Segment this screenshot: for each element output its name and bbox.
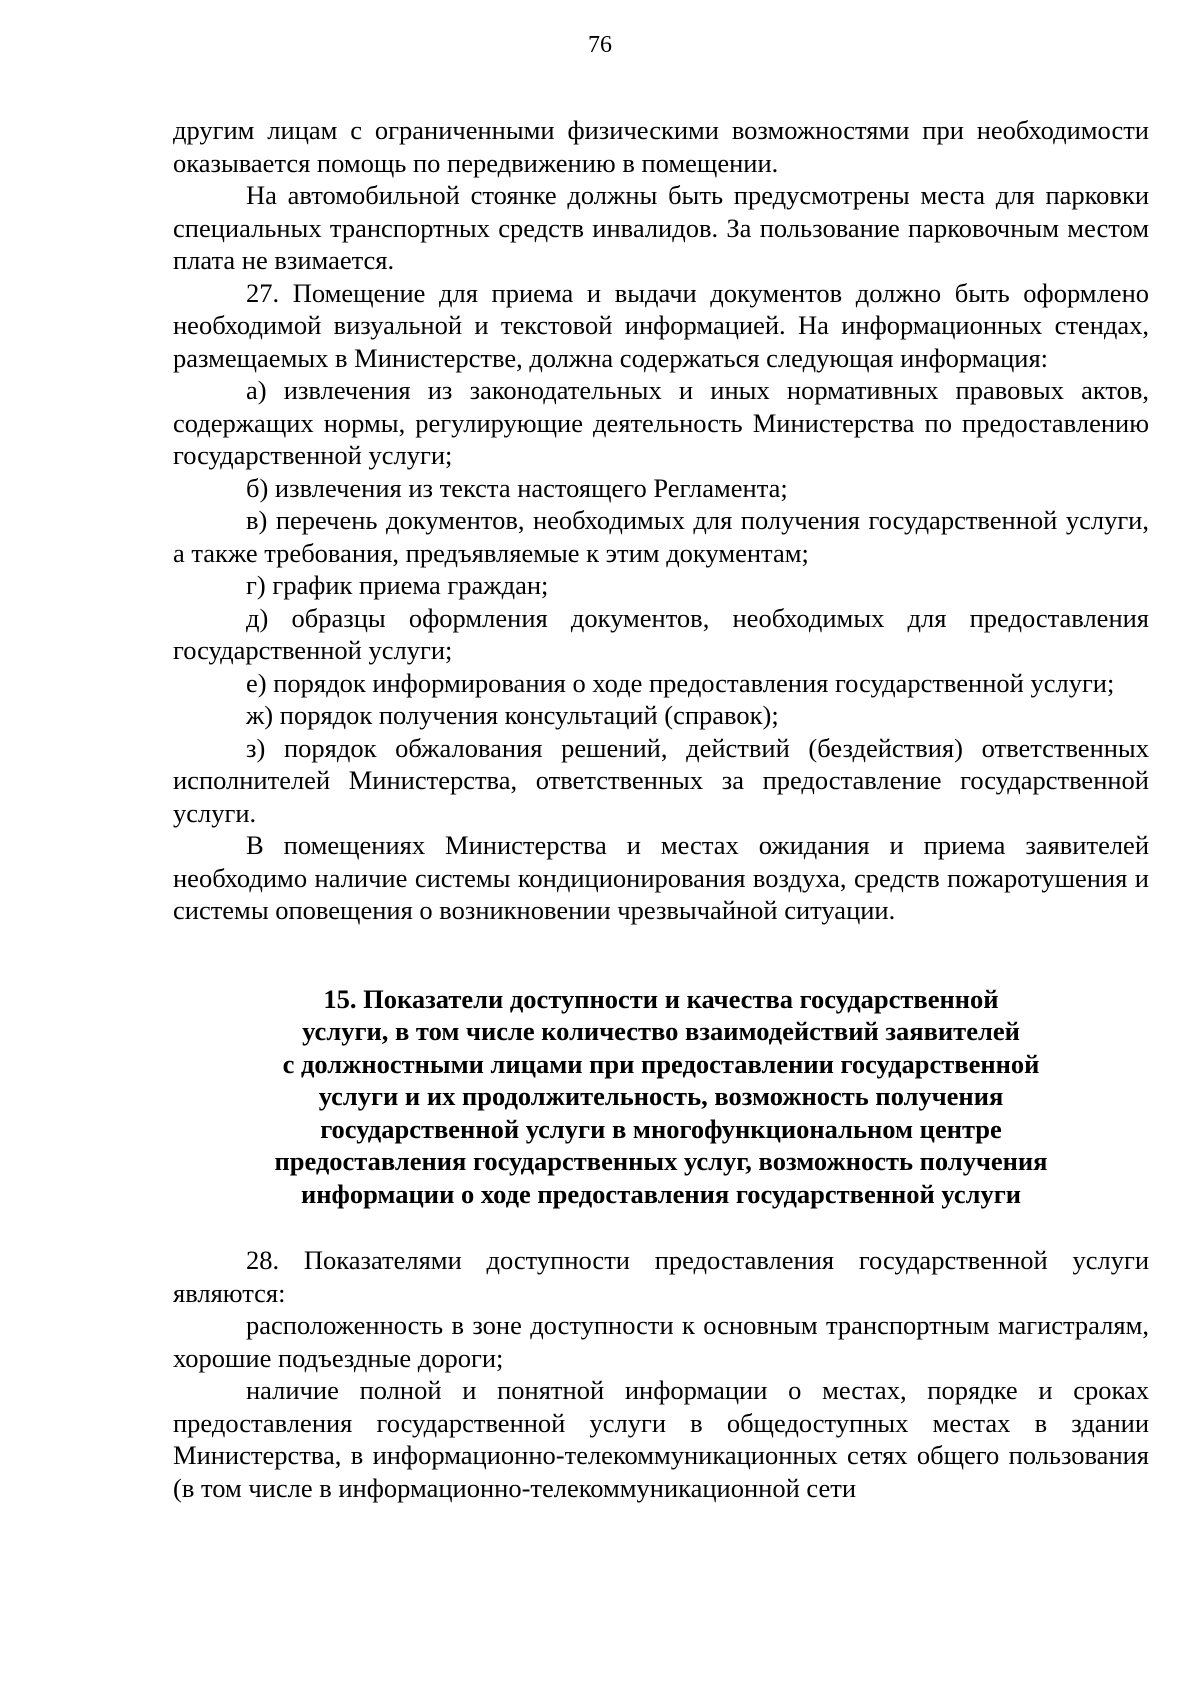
paragraph: наличие полной и понятной информации о местах, порядке и сроках предоставления государственной услуги в общедоступных местах в здании Министерства, в информационно-телекоммуникационных сетях общего пользования (в том числе в информационно-телекоммуникационной сети bbox=[173, 1375, 1149, 1503]
heading-line: с должностными лицами при предоставлении государственной bbox=[282, 1048, 1040, 1079]
page-number: 76 bbox=[588, 32, 612, 58]
section-accessibility-indicators bbox=[173, 1244, 1149, 1504]
paragraph: з) порядок обжалования решений, действий (бездействия) ответственных исполнителей Министерства, ответственных за предоставление государственной услуги. bbox=[173, 732, 1149, 828]
heading-line: услуги, в том числе количество взаимодействий заявителей bbox=[302, 1016, 1020, 1046]
heading-line: предоставления государственных услуг, возможность получения bbox=[274, 1146, 1048, 1176]
document-body bbox=[173, 114, 1149, 1504]
section-heading bbox=[173, 983, 1149, 1211]
paragraph: 27. Помещение для приема и выдачи документов должно быть оформлено необходимой визуальной и текстовой информацией. На информационных стендах, размещаемых в Министерстве, должна содержаться следующая информация: bbox=[173, 277, 1149, 373]
paragraph: 28. Показателями доступности предоставления государственной услуги являются: bbox=[173, 1245, 1149, 1308]
heading-line: услуги и их продолжительность, возможность получения bbox=[318, 1081, 1004, 1111]
heading-line: государственной услуги в многофункциональном центре bbox=[320, 1113, 1002, 1144]
paragraph: В помещениях Министерства и местах ожидания и приема заявителей необходимо наличие системы кондиционирования воздуха, средств пожаротушения и системы оповещения о возникновении чрезвычайной ситуации. bbox=[173, 830, 1149, 925]
paragraph: д) образцы оформления документов, необходимых для предоставления государственной услуги; bbox=[173, 602, 1149, 665]
paragraph: в) перечень документов, необходимых для получения государственной услуги, а также требования, предъявляемые к этим документам; bbox=[173, 505, 1149, 568]
heading-line: информации о ходе предоставления государственной услуги bbox=[300, 1178, 1022, 1209]
paragraph: б) извлечения из текста настоящего Регламента; bbox=[246, 472, 788, 503]
paragraph: г) график приема граждан; bbox=[246, 570, 549, 600]
paragraph: На автомобильной стоянке должны быть предусмотрены места для парковки специальных транспортных средств инвалидов. За пользование парковочным местом плата не взимается. bbox=[173, 180, 1149, 275]
heading-line: 15. Показатели доступности и качества государственной bbox=[323, 983, 999, 1014]
section-accessibility-requirements bbox=[173, 114, 1149, 927]
paragraph: а) извлечения из законодательных и иных нормативных правовых актов, содержащих нормы, регулирующие деятельность Министерства по предоставлению государственной услуги; bbox=[173, 375, 1149, 470]
paragraph: другим лицам с ограниченными физическими возможностями при необходимости оказывается помощь по передвижению в помещении. bbox=[173, 115, 1149, 178]
paragraph: ж) порядок получения консультаций (справок); bbox=[246, 700, 779, 730]
paragraph: е) порядок информирования о ходе предоставления государственной услуги; bbox=[246, 667, 1115, 698]
paragraph: расположенность в зоне доступности к основным транспортным магистралям, хорошие подъездные дороги; bbox=[173, 1310, 1149, 1373]
